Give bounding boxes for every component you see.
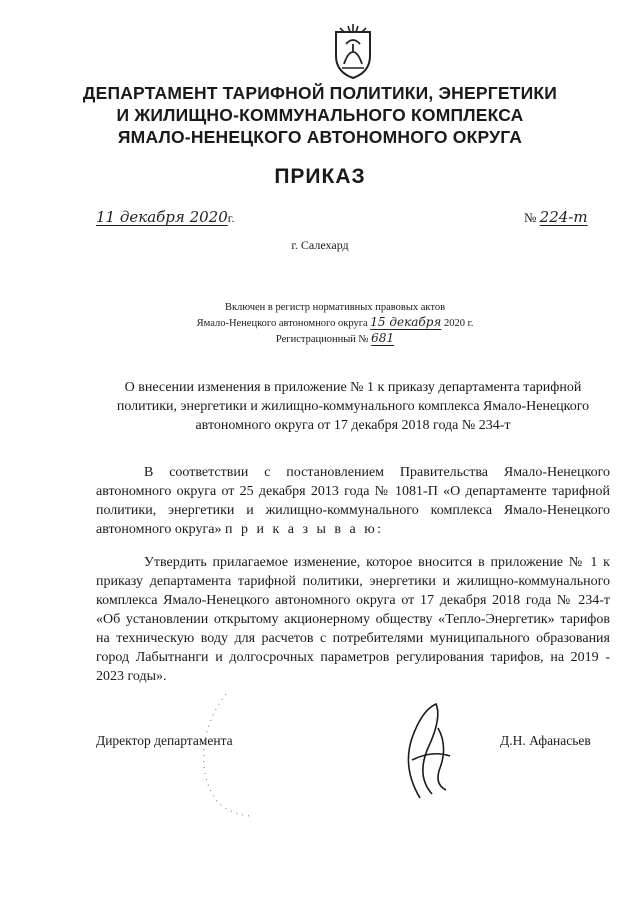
signatory-role: Директор департамента xyxy=(96,733,233,748)
order-number-label: № xyxy=(524,210,537,225)
operative-paragraph: Утвердить прилагаемое изменение, которое вносится в приложение № 1 к приказу департамента тарифной политики, энергетики и жилищно-коммунального комплекса Ямало-Ненецкого автономного округа от 17 декабря 2018 года № 234-т «Об установлении открытому акционерному обществу «Тепло-Энергетик» тарифов на техническую воду для расчетов с потребителями муниципального образования город Лабытнанги и долгосрочных параметров регулирования тарифов, на 2019 - 2023 годы». xyxy=(96,555,610,684)
order-number-handwritten: 224-т xyxy=(539,208,588,226)
preamble-paragraph xyxy=(96,463,610,539)
registry-year: 2020 г. xyxy=(443,318,474,329)
order-number xyxy=(524,208,588,226)
registry-line-2 xyxy=(150,315,520,331)
registry-line-1: Включен в регистр нормативных правовых актов xyxy=(224,302,446,313)
registry-line-3 xyxy=(150,331,520,347)
registry-date-handwritten: 15 декабря xyxy=(370,315,442,329)
order-date xyxy=(96,208,256,230)
registry-note xyxy=(150,300,520,347)
registry-number-label: Регистрационный № xyxy=(275,334,369,345)
order-date-handwritten: 11 декабря 2020 xyxy=(96,208,228,226)
department-line: ДЕПАРТАМЕНТ ТАРИФНОЙ ПОЛИТИКИ, ЭНЕРГЕТИКИ xyxy=(82,83,558,103)
signatory-name: Д.Н. Афанасьев xyxy=(500,733,591,748)
stamp-trace xyxy=(186,690,256,820)
department-line: И ЖИЛИЩНО-КОММУНАЛЬНОГО КОМПЛЕКСА xyxy=(116,105,524,125)
order-date-suffix: г. xyxy=(227,211,235,225)
registry-number-handwritten: 681 xyxy=(371,331,395,345)
department-line: ЯМАЛО-НЕНЕЦКОГО АВТОНОМНОГО ОКРУГА xyxy=(117,127,523,147)
city: г. Салехард xyxy=(291,238,349,252)
preamble-text: В соответствии с постановлением Правительства Ямало-Ненецкого автономного округа от 25 декабря 2013 года № 1081-П «О департаменте тарифной политики, энергетики и жилищно-коммунального комплекса Ямало-Ненецкого автономного округа» xyxy=(96,465,610,537)
registry-region: Ямало-Ненецкого автономного округа xyxy=(196,318,368,329)
order-subject: О внесении изменения в приложение № 1 к приказу департамента тарифной политики, энергетики и жилищно-коммунального комплекса Ямало-Ненецкого автономного округа от 17 декабря 2018 года № 234-т xyxy=(116,380,590,433)
document-title: ПРИКАЗ xyxy=(274,165,366,188)
yamal-nenets-coat-of-arms-icon xyxy=(330,22,376,80)
handwritten-signature xyxy=(392,698,462,808)
order-keyword: п р и к а з ы в а ю: xyxy=(224,522,384,537)
department-name xyxy=(60,82,580,148)
